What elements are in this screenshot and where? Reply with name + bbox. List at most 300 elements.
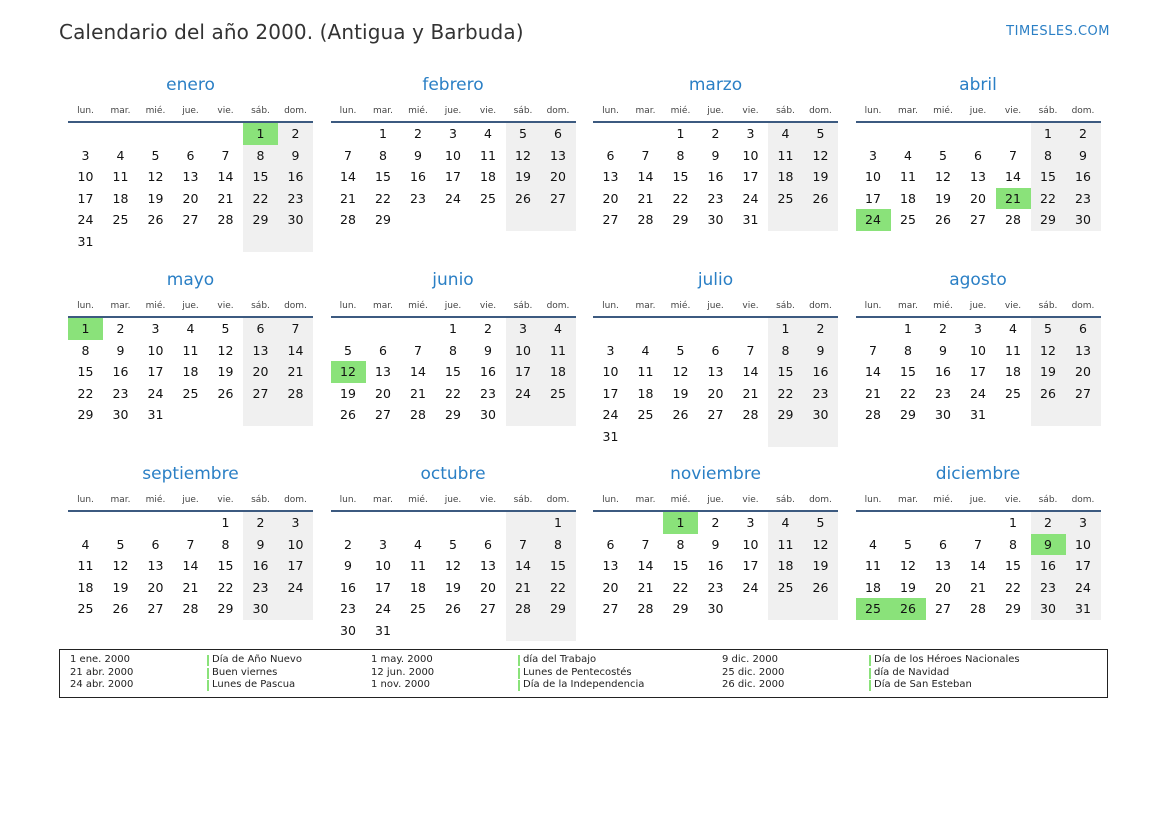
weekday-label: lun. <box>602 106 619 116</box>
day-cell: 15 <box>243 166 278 188</box>
day-cell: 7 <box>1009 147 1017 163</box>
day-cell: 12 <box>506 145 541 167</box>
day-cell: 22 <box>1031 188 1066 210</box>
weekday-label: dom. <box>546 106 570 116</box>
legend-holiday-marker <box>518 680 520 691</box>
day-cell: 27 <box>147 601 164 616</box>
legend-holiday-marker <box>869 680 871 691</box>
day-cell: 6 <box>1066 318 1101 340</box>
day-cell: 12 <box>803 145 838 167</box>
day-cell: 7 <box>414 342 422 358</box>
week-row <box>331 209 576 231</box>
weekday-label: dom. <box>1071 495 1095 505</box>
empty-day-cell <box>331 123 366 145</box>
day-cell: 25 <box>182 385 199 401</box>
weekday-label: jue. <box>182 301 199 311</box>
empty-day-cell <box>733 318 768 340</box>
weekday-label: mié. <box>670 301 691 311</box>
day-cell: 23 <box>707 190 724 206</box>
day-cell: 5 <box>676 342 685 358</box>
week-row <box>593 534 838 556</box>
day-cell: 8 <box>449 342 457 358</box>
day-cell: 20 <box>182 190 199 206</box>
week-row <box>856 512 1101 534</box>
day-cell: 13 <box>147 558 164 573</box>
day-cell: 13 <box>602 169 619 184</box>
day-cell: 3 <box>869 147 877 163</box>
day-cell: 3 <box>1066 512 1101 534</box>
empty-day-cell <box>68 512 103 534</box>
day-cell: 17 <box>602 385 619 401</box>
month-title: abril <box>959 75 997 95</box>
empty-day-cell <box>103 123 138 145</box>
week-row <box>68 598 313 620</box>
day-cell: 6 <box>379 342 387 358</box>
day-cell: 28 <box>865 407 881 422</box>
day-cell: 7 <box>974 536 982 552</box>
holiday-legend <box>59 649 1108 698</box>
day-cell: 19 <box>803 555 838 577</box>
weekday-label: vie. <box>742 495 759 505</box>
day-cell: 6 <box>974 147 982 163</box>
legend-date: 12 jun. 2000 <box>371 666 435 678</box>
day-cell: 18 <box>77 579 94 595</box>
day-cell: 1 <box>1031 123 1066 145</box>
day-cell: 29 <box>768 404 803 426</box>
week-row <box>856 361 1101 383</box>
week-row <box>593 555 838 577</box>
day-cell: 15 <box>445 364 461 379</box>
day-cell: 26 <box>506 188 541 210</box>
day-cell: 7 <box>746 342 755 358</box>
weekday-label: dom. <box>809 301 832 311</box>
day-cell: 26 <box>672 407 689 422</box>
day-cell: 28 <box>340 212 356 227</box>
day-cell: 13 <box>375 364 391 379</box>
empty-day-cell <box>628 426 663 448</box>
empty-day-cell <box>996 404 1031 426</box>
empty-day-cell <box>628 123 663 145</box>
week-row <box>68 555 313 577</box>
day-cell: 5 <box>449 536 457 552</box>
empty-day-cell <box>541 620 576 642</box>
empty-day-cell <box>471 512 506 534</box>
day-cell: 2 <box>344 536 352 552</box>
day-cell: 13 <box>182 169 199 184</box>
day-cell: 18 <box>900 190 916 206</box>
day-cell: 10 <box>742 536 759 552</box>
month-noviembre <box>593 463 838 620</box>
empty-day-cell <box>926 123 961 145</box>
day-cell: 9 <box>243 534 278 556</box>
week-row <box>68 123 313 145</box>
day-cell: 27 <box>707 407 724 422</box>
week-row <box>856 123 1101 145</box>
empty-day-cell <box>208 404 243 426</box>
weekday-label: mié. <box>933 495 953 505</box>
legend-holiday-marker <box>207 655 209 666</box>
day-cell: 28 <box>410 407 426 422</box>
holiday-day-cell: 1 <box>243 123 278 145</box>
empty-day-cell <box>278 404 313 426</box>
day-cell: 18 <box>410 579 426 595</box>
empty-day-cell <box>698 318 733 340</box>
empty-day-cell <box>366 512 401 534</box>
day-cell: 28 <box>506 598 541 620</box>
legend-holiday-marker <box>207 668 209 679</box>
weekday-label: mar. <box>110 301 131 311</box>
weekday-label: dom. <box>284 106 307 116</box>
day-cell: 4 <box>186 321 195 336</box>
week-row <box>593 145 838 167</box>
day-cell: 24 <box>742 190 759 206</box>
weekday-header <box>68 103 313 119</box>
day-cell: 11 <box>768 534 803 556</box>
empty-day-cell <box>506 512 541 534</box>
week-row <box>856 577 1101 599</box>
empty-day-cell <box>208 231 243 253</box>
day-cell: 8 <box>1009 536 1017 552</box>
day-cell: 11 <box>182 342 199 358</box>
day-cell: 18 <box>1005 364 1021 379</box>
day-cell: 19 <box>217 364 234 379</box>
day-cell: 30 <box>480 407 496 422</box>
day-cell: 7 <box>506 534 541 556</box>
day-cell: 14 <box>970 558 986 573</box>
day-cell: 8 <box>243 145 278 167</box>
empty-day-cell <box>541 209 576 231</box>
day-cell: 18 <box>865 579 881 595</box>
weekday-label: mar. <box>897 495 919 505</box>
empty-day-cell <box>401 620 436 642</box>
day-cell: 28 <box>278 383 313 405</box>
day-cell: 23 <box>803 383 838 405</box>
weekday-header <box>331 298 576 314</box>
empty-day-cell <box>733 426 768 448</box>
day-cell: 29 <box>900 407 916 422</box>
day-cell: 5 <box>803 512 838 534</box>
month-agosto <box>856 269 1101 426</box>
day-cell: 18 <box>768 555 803 577</box>
day-cell: 15 <box>77 364 94 379</box>
legend-holiday-marker <box>207 680 209 691</box>
empty-day-cell <box>961 512 996 534</box>
weekday-label: mié. <box>145 495 166 505</box>
legend-date: 25 dic. 2000 <box>722 666 785 678</box>
empty-day-cell <box>366 318 401 340</box>
day-cell: 2 <box>711 126 720 141</box>
day-cell: 2 <box>484 321 492 336</box>
day-cell: 27 <box>602 212 619 227</box>
day-cell: 13 <box>935 558 951 573</box>
day-cell: 10 <box>602 364 619 379</box>
day-cell: 2 <box>803 318 838 340</box>
weekday-label: lun. <box>77 301 94 311</box>
legend-holiday-name: Buen viernes <box>212 666 278 678</box>
legend-date: 26 dic. 2000 <box>722 679 785 690</box>
day-cell: 20 <box>970 190 986 206</box>
day-cell: 9 <box>344 558 352 573</box>
holiday-day-cell: 12 <box>331 361 366 383</box>
day-cell: 13 <box>707 364 724 379</box>
week-row <box>593 209 838 231</box>
day-cell: 4 <box>1009 321 1017 336</box>
day-cell: 17 <box>742 558 759 573</box>
month-marzo <box>593 74 838 231</box>
day-cell: 8 <box>81 342 90 358</box>
month-octubre <box>331 463 576 641</box>
weekday-label: mar. <box>635 301 656 311</box>
weekday-label: dom. <box>284 495 307 505</box>
day-cell: 19 <box>672 385 689 401</box>
day-cell: 2 <box>414 126 422 141</box>
empty-day-cell <box>103 512 138 534</box>
day-cell: 24 <box>742 579 759 595</box>
day-cell: 21 <box>506 577 541 599</box>
day-cell: 22 <box>375 190 391 206</box>
day-cell: 21 <box>182 579 199 595</box>
day-cell: 20 <box>541 166 576 188</box>
day-cell: 9 <box>711 536 720 552</box>
day-cell: 29 <box>672 212 689 227</box>
legend-holiday-name: día de Navidad <box>874 666 950 678</box>
week-row <box>68 231 313 253</box>
day-cell: 18 <box>112 190 129 206</box>
week-row <box>68 383 313 405</box>
day-cell: 11 <box>637 364 654 379</box>
day-cell: 31 <box>602 428 619 444</box>
empty-day-cell <box>243 231 278 253</box>
day-cell: 14 <box>410 364 426 379</box>
day-cell: 8 <box>1031 145 1066 167</box>
day-cell: 1 <box>449 321 457 336</box>
day-cell: 3 <box>151 321 160 336</box>
empty-day-cell <box>803 209 838 231</box>
empty-day-cell <box>856 123 891 145</box>
day-cell: 29 <box>1005 601 1021 616</box>
day-cell: 31 <box>742 212 759 227</box>
day-cell: 12 <box>900 558 916 573</box>
day-cell: 22 <box>243 188 278 210</box>
day-cell: 1 <box>904 321 912 336</box>
week-row <box>856 340 1101 362</box>
weekday-header <box>856 298 1101 314</box>
holiday-day-cell: 21 <box>996 188 1031 210</box>
day-cell: 23 <box>935 385 951 401</box>
day-cell: 11 <box>112 169 129 184</box>
month-title: octubre <box>420 464 486 484</box>
weekday-label: vie. <box>217 495 234 505</box>
day-cell: 5 <box>506 123 541 145</box>
day-cell: 7 <box>641 147 650 163</box>
weekday-label: vie. <box>479 106 497 116</box>
week-row <box>331 534 576 556</box>
day-cell: 17 <box>865 190 881 206</box>
day-cell: 12 <box>112 558 129 573</box>
month-julio <box>593 269 838 447</box>
weekday-label: sáb. <box>776 495 795 505</box>
day-cell: 25 <box>768 577 803 599</box>
legend-date: 1 may. 2000 <box>371 654 433 665</box>
day-cell: 25 <box>410 601 426 616</box>
month-diciembre <box>856 463 1101 620</box>
day-cell: 23 <box>410 190 426 206</box>
legend-holiday-name: Día de la Independencia <box>523 679 645 690</box>
day-cell: 23 <box>112 385 129 401</box>
empty-day-cell <box>891 512 926 534</box>
week-row <box>331 145 576 167</box>
day-cell: 12 <box>217 342 234 358</box>
day-cell: 8 <box>379 147 387 163</box>
day-cell: 12 <box>672 364 689 379</box>
empty-day-cell <box>436 512 471 534</box>
day-cell: 22 <box>77 385 94 401</box>
day-cell: 28 <box>1005 212 1021 227</box>
day-cell: 21 <box>970 579 986 595</box>
day-cell: 22 <box>768 383 803 405</box>
day-cell: 10 <box>742 147 759 163</box>
day-cell: 6 <box>243 318 278 340</box>
day-cell: 21 <box>278 361 313 383</box>
weekday-header <box>856 103 1101 119</box>
empty-day-cell <box>436 209 471 231</box>
day-cell: 24 <box>506 383 541 405</box>
day-cell: 6 <box>151 536 160 552</box>
empty-day-cell <box>278 231 313 253</box>
day-cell: 25 <box>77 601 94 616</box>
legend-holiday-name: Día de San Esteban <box>874 679 972 690</box>
weekday-label: sáb. <box>776 301 795 311</box>
day-cell: 13 <box>541 145 576 167</box>
holiday-day-cell: 9 <box>1031 534 1066 556</box>
day-cell: 16 <box>803 361 838 383</box>
empty-day-cell <box>1031 404 1066 426</box>
week-row <box>331 577 576 599</box>
weekday-label: sáb. <box>251 301 270 311</box>
day-cell: 27 <box>602 601 619 616</box>
day-cell: 12 <box>1031 340 1066 362</box>
day-cell: 28 <box>182 601 199 616</box>
weekday-label: sáb. <box>513 301 533 311</box>
weekday-label: jue. <box>969 495 987 505</box>
day-cell: 4 <box>768 512 803 534</box>
month-enero <box>68 74 313 252</box>
day-cell: 18 <box>637 385 654 401</box>
day-cell: 8 <box>904 342 912 358</box>
weekday-label: jue. <box>707 301 724 311</box>
empty-day-cell <box>138 231 173 253</box>
week-row <box>68 512 313 534</box>
weekday-label: vie. <box>217 301 234 311</box>
day-cell: 14 <box>742 364 759 379</box>
week-row <box>593 340 838 362</box>
legend-holiday-marker <box>869 668 871 679</box>
day-cell: 11 <box>865 558 881 573</box>
day-cell: 25 <box>900 212 916 227</box>
day-cell: 11 <box>541 340 576 362</box>
empty-day-cell <box>331 318 366 340</box>
day-cell: 21 <box>217 190 234 206</box>
weekday-label: lun. <box>77 495 94 505</box>
day-cell: 14 <box>506 555 541 577</box>
day-cell: 8 <box>541 534 576 556</box>
day-cell: 10 <box>506 340 541 362</box>
weekday-label: mar. <box>897 301 919 311</box>
day-cell: 17 <box>742 169 759 184</box>
day-cell: 14 <box>278 340 313 362</box>
day-cell: 11 <box>480 147 496 163</box>
weekday-label: dom. <box>1071 301 1095 311</box>
holiday-day-cell: 25 <box>856 598 891 620</box>
day-cell: 1 <box>768 318 803 340</box>
day-cell: 24 <box>970 385 986 401</box>
day-cell: 16 <box>340 579 356 595</box>
day-cell: 29 <box>1031 209 1066 231</box>
day-cell: 6 <box>606 536 615 552</box>
day-cell: 4 <box>641 342 650 358</box>
empty-day-cell <box>471 620 506 642</box>
day-cell: 12 <box>803 534 838 556</box>
weekday-label: jue. <box>969 106 987 116</box>
month-title: marzo <box>688 75 743 95</box>
day-cell: 17 <box>506 361 541 383</box>
brand-link[interactable]: TIMESLES.COM <box>1006 24 1110 39</box>
empty-day-cell <box>926 512 961 534</box>
day-cell: 16 <box>707 558 724 573</box>
month-mayo <box>68 269 313 426</box>
day-cell: 8 <box>221 536 230 552</box>
empty-day-cell <box>593 123 628 145</box>
day-cell: 23 <box>278 188 313 210</box>
week-row <box>68 534 313 556</box>
day-cell: 23 <box>707 579 724 595</box>
day-cell: 14 <box>217 169 234 184</box>
day-cell: 20 <box>602 190 619 206</box>
empty-day-cell <box>803 598 838 620</box>
legend-holiday-marker <box>518 668 520 679</box>
day-cell: 26 <box>445 601 461 616</box>
day-cell: 1 <box>379 126 387 141</box>
empty-day-cell <box>698 426 733 448</box>
empty-day-cell <box>436 620 471 642</box>
empty-day-cell <box>768 209 803 231</box>
weekday-header <box>593 103 838 119</box>
holiday-day-cell: 1 <box>663 512 698 534</box>
week-row <box>331 318 576 340</box>
day-cell: 16 <box>243 555 278 577</box>
day-cell: 22 <box>672 190 689 206</box>
weekday-label: vie. <box>479 301 497 311</box>
weekday-label: sáb. <box>1038 106 1058 116</box>
day-cell: 22 <box>445 385 461 401</box>
day-cell: 15 <box>1031 166 1066 188</box>
day-cell: 15 <box>900 364 916 379</box>
day-cell: 26 <box>1031 383 1066 405</box>
week-row <box>593 512 838 534</box>
day-cell: 24 <box>602 407 619 422</box>
day-cell: 25 <box>112 212 129 227</box>
weekday-header <box>331 103 576 119</box>
day-cell: 24 <box>375 601 391 616</box>
day-cell: 9 <box>414 147 422 163</box>
day-cell: 24 <box>1066 577 1101 599</box>
empty-day-cell <box>733 598 768 620</box>
weekday-label: jue. <box>444 301 462 311</box>
day-cell: 5 <box>151 147 160 163</box>
day-cell: 3 <box>449 126 457 141</box>
day-cell: 13 <box>970 169 986 184</box>
day-cell: 18 <box>768 166 803 188</box>
